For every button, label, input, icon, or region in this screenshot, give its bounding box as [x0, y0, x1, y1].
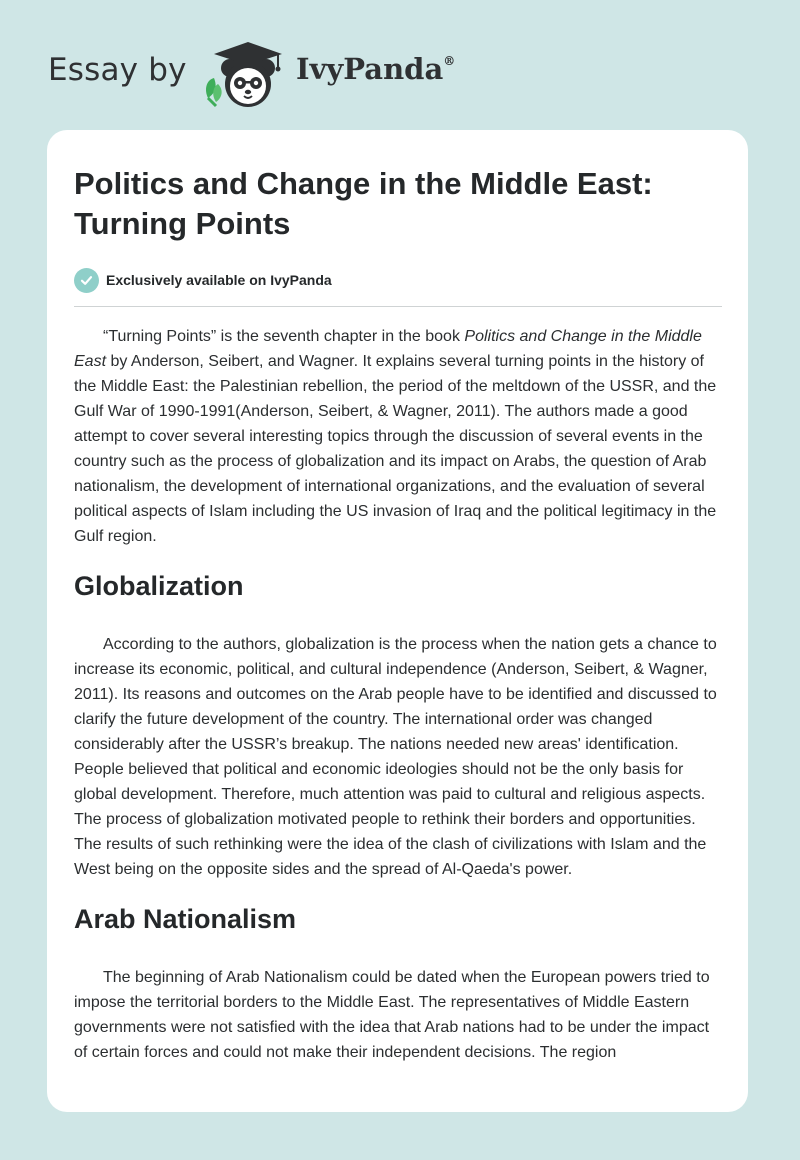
- brand-name: IvyPanda: [296, 52, 444, 86]
- book-title: Politics and Change in the Middle East: [74, 328, 702, 370]
- exclusive-badge: [74, 267, 722, 293]
- essay-card: [47, 130, 748, 1112]
- panda-logo-icon: [200, 34, 294, 110]
- intro-paragraph: [74, 324, 722, 549]
- intro-text-start: “Turning Points” is the seventh chapter in the book: [103, 328, 465, 345]
- site-header: [0, 0, 800, 130]
- check-icon: [74, 268, 99, 293]
- section-heading-arab-nationalism: Arab Nationalism: [74, 904, 297, 934]
- exclusive-label: Exclusively available on IvyPanda: [106, 272, 332, 288]
- divider: [74, 306, 722, 307]
- brand-wordmark[interactable]: [296, 52, 455, 86]
- intro-text-end: by Anderson, Seibert, and Wagner. It explains several turning points in the history of the Middle East: the Palestinian rebellion, the period of the meltdown of the USSR, and the Gulf War of 1990-1991(Anderson, Seibert, & Wagner, 2011). The authors made a good attempt to cover several interesting topics through the discussion of several events in the country such as the process of globalization and its impact on Arabs, the question of Arab nationalism, the development of international organizations, and the evaluation of several political aspects of Islam including the US invasion of Iraq and the political legitimacy in the Gulf region.: [74, 353, 717, 545]
- section-heading-globalization: Globalization: [74, 571, 244, 601]
- essay-content: [74, 164, 722, 1065]
- essay-by-label: Essay by: [48, 52, 187, 88]
- section-body-arab-nationalism: The beginning of Arab Nationalism could be dated when the European powers tried to impose the territorial borders to the Middle East. The representatives of Middle Eastern governments were not satisfied with the idea that Arab nations had to be under the impact of certain forces and could not make their independent decisions. The region: [74, 969, 710, 1061]
- page-title: Politics and Change in the Middle East: Turning Points: [74, 166, 653, 241]
- trademark-symbol: ®: [443, 54, 456, 68]
- section-body-globalization: According to the authors, globalization is the process when the nation gets a chance to increase its economic, political, and cultural independence (Anderson, Seibert, & Wagner, 2011). Its reasons and outcomes on the Arab people have to be identified and discussed to clarify the future development of the country. The international order was changed considerably after the USSR’s breakup. The nations needed new areas' identification. People believed that political and economic ideologies should not be the only basis for global development. Therefore, much attention was paid to cultural and religious aspects. The process of globalization motivated people to rethink their borders and opportunities. The results of such rethinking were the idea of the clash of civilizations with Islam and the West being on the opposite sides and the spread of Al-Qaeda's power.: [74, 636, 717, 878]
